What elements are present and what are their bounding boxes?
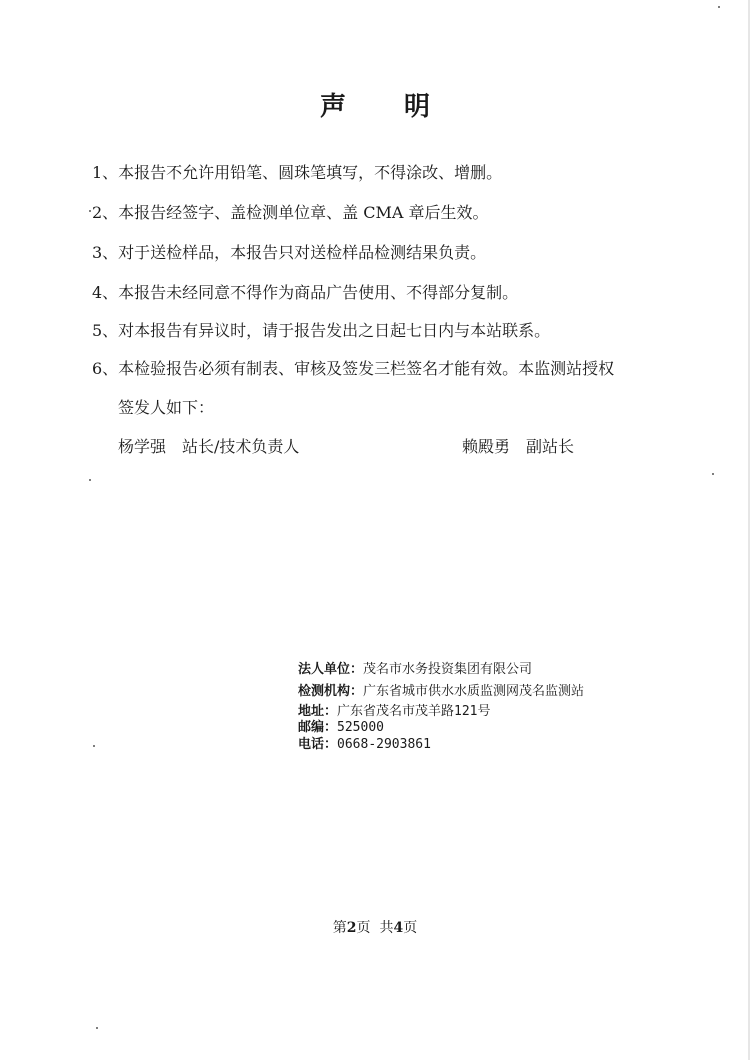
- org-label: 法人单位：: [298, 662, 364, 677]
- org-testing-body: [298, 684, 584, 700]
- footer-middle: 页 共: [356, 920, 394, 936]
- footer-prefix: 第: [332, 920, 347, 936]
- scan-speck: [93, 745, 95, 747]
- current-page-number: 2: [346, 920, 357, 936]
- footer-suffix: 页: [403, 920, 418, 936]
- org-legal-entity: [298, 662, 532, 678]
- org-value: 茂名市水务投资集团有限公司: [363, 662, 533, 677]
- org-phone: [298, 737, 431, 753]
- org-label: 邮编：: [298, 720, 338, 735]
- signatory-1: [118, 437, 299, 457]
- scan-speck: [89, 210, 91, 212]
- title-char-2: 明: [404, 92, 431, 122]
- org-label: 检测机构：: [298, 684, 364, 699]
- statement-3: 3、对于送检样品，本报告只对送检样品检测结果负责。: [92, 243, 487, 262]
- statement-2: 2、本报告经签字、盖检测单位章、盖 CMA 章后生效。: [92, 203, 489, 222]
- org-value: 525000: [337, 720, 384, 735]
- scan-speck: [89, 479, 91, 481]
- scan-speck: [718, 6, 720, 8]
- signatory-role: 副站长: [526, 437, 575, 456]
- statement-4: 4、本报告未经同意不得作为商品广告使用、不得部分复制。: [92, 283, 519, 302]
- page-number-footer: [0, 919, 750, 937]
- statement-6: 6、本检验报告必须有制表、审核及签发三栏签名才能有效。本监测站授权: [92, 359, 615, 378]
- org-address: [298, 704, 491, 720]
- signatory-role: 站长/技术负责人: [182, 437, 300, 456]
- org-postcode: [298, 720, 384, 736]
- org-label: 地址：: [298, 704, 338, 719]
- org-label: 电话：: [298, 737, 338, 752]
- signatory-name: 杨学强: [118, 437, 167, 456]
- org-value: 0668-2903861: [337, 737, 431, 752]
- org-value: 广东省茂名市茂羊路121号: [337, 704, 491, 719]
- signatory-name: 赖殿勇: [462, 437, 511, 456]
- title-char-1: 声: [319, 92, 346, 122]
- total-page-number: 4: [393, 920, 404, 936]
- scan-speck: [712, 473, 714, 475]
- statement-5: 5、对本报告有异议时，请于报告发出之日起七日内与本站联系。: [92, 321, 551, 340]
- signatory-2: [462, 437, 574, 457]
- statement-6-continuation: 签发人如下：: [118, 398, 215, 417]
- statement-1: 1、本报告不允许用铅笔、圆珠笔填写，不得涂改、增删。: [92, 163, 503, 182]
- page-title: [0, 86, 750, 123]
- scan-speck: [96, 1027, 98, 1029]
- org-value: 广东省城市供水水质监测网茂名监测站: [363, 684, 585, 699]
